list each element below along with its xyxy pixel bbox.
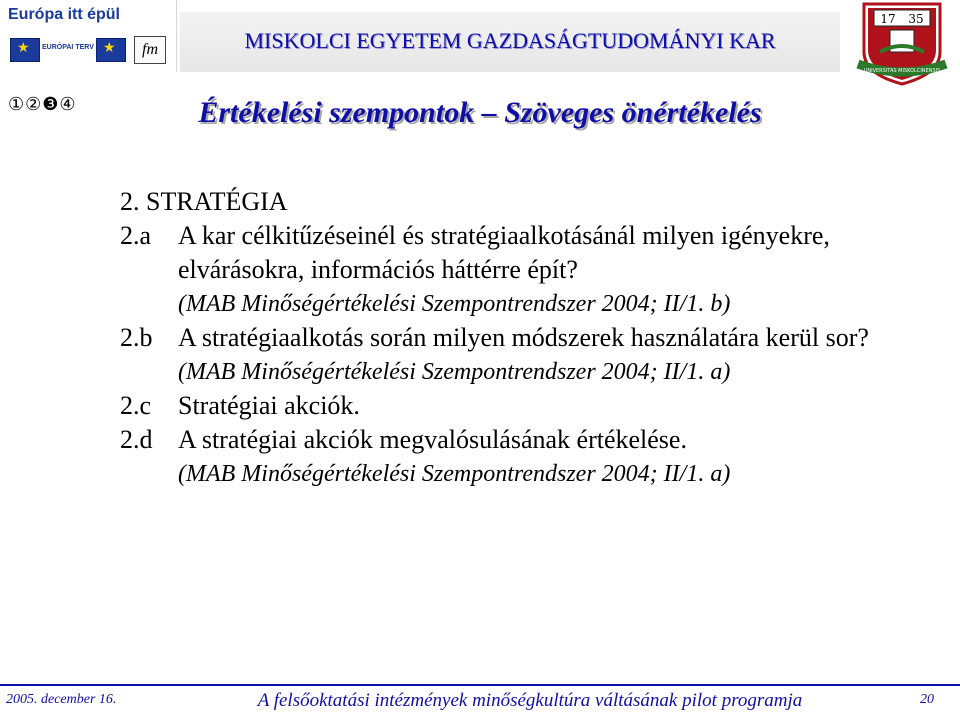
item-number: 2.b xyxy=(120,323,153,352)
crest-year-right: 35 xyxy=(908,12,924,26)
slide-content xyxy=(120,185,940,491)
list-item xyxy=(120,321,940,389)
eu-flag-icon xyxy=(10,38,40,62)
fm-logo: fm xyxy=(134,36,166,64)
university-title: MISKOLCI EGYETEM GAZDASÁGTUDOMÁNYI KAR xyxy=(244,28,776,53)
slide-header xyxy=(0,0,960,82)
footer-date: 2005. december 16. xyxy=(6,692,117,707)
eu-sub-text: EURÓPAI TERV xyxy=(42,44,94,51)
list-item xyxy=(120,389,940,423)
page-number: 20 xyxy=(920,692,934,707)
item-number: 2.d xyxy=(120,425,153,454)
university-crest-icon xyxy=(850,0,954,86)
eu-logo-block xyxy=(0,0,177,72)
item-number: 2.c xyxy=(120,391,152,420)
item-text: A stratégiaalkotás során milyen módszerek használatára kerül sor? xyxy=(178,323,869,352)
item-reference: (MAB Minőségértékelési Szempontrendszer 2004; II/1. a) xyxy=(178,359,731,385)
footer-program-title: A felsőoktatási intézmények minőségkultúra váltásának pilot programja xyxy=(257,690,803,711)
eu-flag-icon xyxy=(96,38,126,62)
eu-logo-text: Európa itt épül xyxy=(8,6,120,23)
item-text: A stratégiai akciók megvalósulásának értékelése. xyxy=(178,425,687,454)
section-heading: 2. STRATÉGIA xyxy=(120,187,288,216)
footer-divider xyxy=(0,684,960,686)
slide-footer xyxy=(0,684,960,720)
item-reference: (MAB Minőségértékelési Szempontrendszer 2004; II/1. a) xyxy=(178,461,731,487)
item-reference: (MAB Minőségértékelési Szempontrendszer 2004; II/1. b) xyxy=(178,291,731,317)
item-number: 2.a xyxy=(120,221,152,250)
slide-title: Értékelési szempontok – Szöveges önértékelés xyxy=(198,96,762,129)
crest-year-left: 17 xyxy=(880,12,896,26)
item-text: Stratégiai akciók. xyxy=(178,391,360,420)
item-text: A kar célkitűzéseinél és stratégiaalkotásánál milyen igényekre, elvárásokra, információs háttérre épít? xyxy=(178,221,830,284)
slide-navigation-markers[interactable]: ①②❸④ xyxy=(8,94,77,115)
crest-banner-text: UNIVERSITAS MISKOLCINENSIS xyxy=(863,68,941,74)
list-item xyxy=(120,423,940,491)
list-item xyxy=(120,219,940,321)
